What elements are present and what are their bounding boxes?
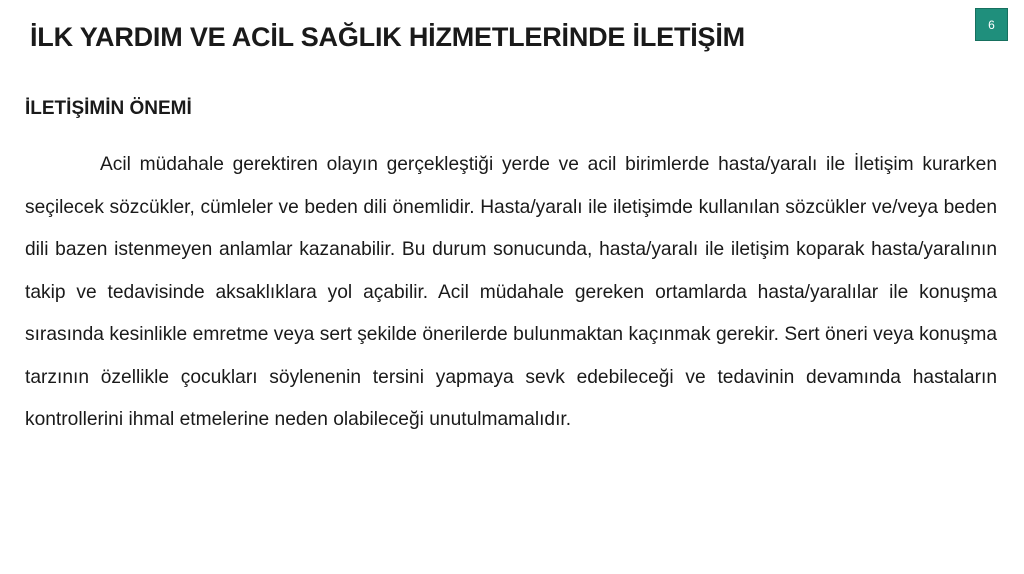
body-paragraph: Acil müdahale gerektiren olayın gerçekleştiği yerde ve acil birimlerde hasta/yaralı ile İletişim kurarken seçilecek sözcükler, cümleler ve beden dili önemlidir. Hasta/yaralı ile iletişimde kullanılan sözcükler ve/veya beden dili bazen istenmeyen anlamlar kazanabilir. Bu durum sonucunda, hasta/yaralı ile iletişim koparak hasta/yaralının takip ve tedavisinde aksaklıklara yol açabilir. Acil müdahale gereken ortamlarda hasta/yaralılar ile konuşma sırasında kesinlikle emretme veya sert şekilde önerilerde bulunmaktan kaçınmak gerekir. Sert öneri veya konuşma tarzının özellikle çocukları söylenenin tersini yapmaya sevk edebileceği ve tedavinin devamında hastaların kontrollerini ihmal etmelerine neden olabileceği unutulmamalıdır. [25, 154, 997, 430]
page-number-badge: 6 [975, 8, 1008, 41]
slide-title: İLK YARDIM VE ACİL SAĞLIK HİZMETLERİNDE İLETİŞİM [30, 22, 745, 52]
section-heading: İLETİŞİMİN ÖNEMİ [25, 98, 192, 119]
